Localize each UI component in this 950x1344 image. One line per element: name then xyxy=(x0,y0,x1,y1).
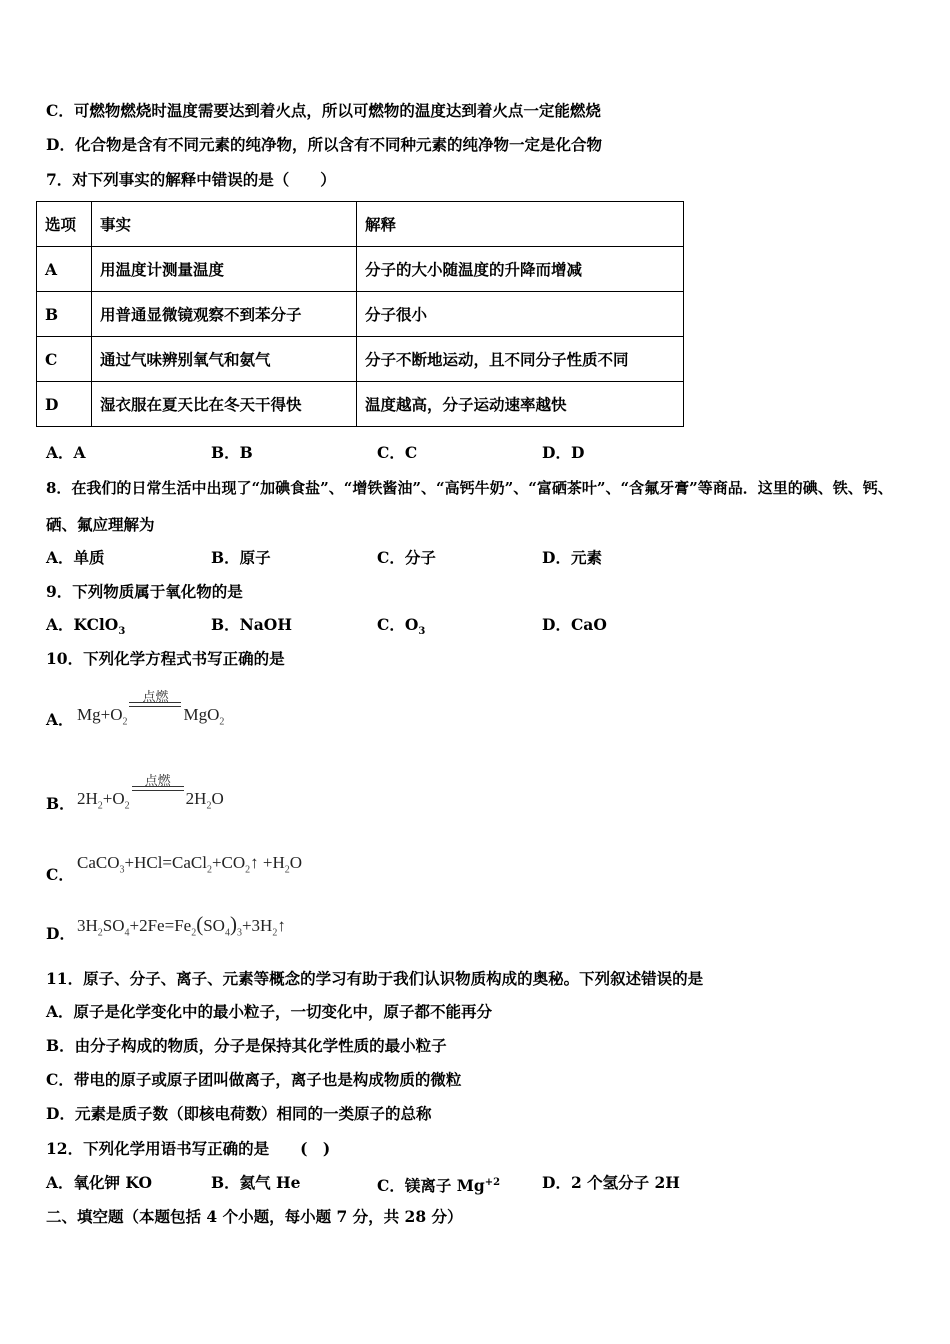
table-row xyxy=(37,337,684,382)
q8-option-a: A．单质 xyxy=(46,548,105,567)
q10-stem: 10．下列化学方程式书写正确的是 xyxy=(46,649,285,668)
q9-option-c: C．$O_3$ xyxy=(377,615,426,638)
table-header: 事实 xyxy=(92,202,357,247)
table-cell: 分子很小 xyxy=(357,292,684,337)
q12-option-d: D．2 个氢分子 2H xyxy=(542,1173,680,1192)
q8-option-d: D．元素 xyxy=(542,548,602,567)
table-header: 解释 xyxy=(357,202,684,247)
condition-label: 点燃 xyxy=(142,690,169,705)
q7-stem: 7．对下列事实的解释中错误的是（ ） xyxy=(46,170,336,189)
table-cell: 分子的大小随温度的升降而增减 xyxy=(357,247,684,292)
table-header-row xyxy=(37,202,684,247)
section-2-heading: 二、填空题（本题包括 4 个小题，每小题 7 分，共 28 分） xyxy=(46,1207,463,1226)
table-row xyxy=(37,247,684,292)
q9-option-a: A．KClO$_3$ xyxy=(46,615,126,638)
q7-option-d: D．D xyxy=(542,443,585,462)
q12-stem: 12．下列化学用语书写正确的是 ( ) xyxy=(46,1139,331,1158)
equation-d: $3H_2SO_4+2Fe=Fe_2(SO_4)_3+3H_2↑$ xyxy=(77,912,286,939)
table-cell: A xyxy=(37,247,92,292)
q11-option-a: A．原子是化学变化中的最小粒子，一切变化中，原子都不能再分 xyxy=(46,1002,493,1021)
equation-a: $Mg+O_2$ 点燃 MgO$_2$ xyxy=(77,700,224,727)
table-row xyxy=(37,382,684,427)
q7-option-b: B．B xyxy=(211,443,253,462)
q10-label-a: A． xyxy=(46,710,74,729)
table-row xyxy=(37,292,684,337)
q11-stem: 11．原子、分子、离子、元素等概念的学习有助于我们认识物质构成的奥秘。下列叙述错误的是 xyxy=(46,969,704,988)
table-cell: C xyxy=(37,337,92,382)
table-cell: 用温度计测量温度 xyxy=(92,247,357,292)
table-header: 选项 xyxy=(37,202,92,247)
table-cell: 湿衣服在夏天比在冬天干得快 xyxy=(92,382,357,427)
q6-option-d: D．化合物是含有不同元素的纯净物，所以含有不同种元素的纯净物一定是化合物 xyxy=(46,135,602,154)
q7-option-c: C．C xyxy=(377,443,418,462)
q7-option-a: A．A xyxy=(46,443,86,462)
q11-option-c: C．带电的原子或原子团叫做离子，离子也是构成物质的微粒 xyxy=(46,1070,462,1089)
q6-option-c: C．可燃物燃烧时温度需要达到着火点，所以可燃物的温度达到着火点一定能燃烧 xyxy=(46,101,601,120)
table-cell: 用普通显微镜观察不到苯分子 xyxy=(92,292,357,337)
q8-stem-line2: 硒、氟应理解为 xyxy=(46,515,155,534)
q12-option-a: A．氧化钾 KO xyxy=(46,1173,152,1192)
equation-c: $CaCO_3+HCl=CaCl_2+CO_2↑ +H_2O$ xyxy=(77,853,303,876)
q9-option-d: D．CaO xyxy=(542,615,607,634)
q8-option-b: B．原子 xyxy=(211,548,271,567)
table-cell: 温度越高，分子运动速率越快 xyxy=(357,382,684,427)
q10-label-c: C． xyxy=(46,865,74,884)
q8-stem-line1: 8．在我们的日常生活中出现了“加碘食盐”、“增铁酱油”、“高钙牛奶”、“富硒茶叶”、“含氟牙膏”等商品．这里的碘、铁、钙、 xyxy=(46,479,893,497)
q7-table xyxy=(36,201,684,427)
equation-b: $2H_2+O_2$ 点燃 $2H_2O$ xyxy=(77,784,224,811)
q12-option-c: C．镁离子 $Mg^{+2}$ xyxy=(377,1176,501,1196)
q9-stem: 9．下列物质属于氧化物的是 xyxy=(46,582,243,601)
q12-option-b: B．氦气 He xyxy=(211,1173,301,1192)
table-cell: B xyxy=(37,292,92,337)
table-cell: 通过气味辨别氧气和氨气 xyxy=(92,337,357,382)
table-cell: D xyxy=(37,382,92,427)
q11-option-b: B．由分子构成的物质，分子是保持其化学性质的最小粒子 xyxy=(46,1036,447,1055)
q8-option-c: C．分子 xyxy=(377,548,436,567)
table-cell: 分子不断地运动，且不同分子性质不同 xyxy=(357,337,684,382)
q10-label-b: B． xyxy=(46,794,75,813)
q11-option-d: D．元素是质子数（即核电荷数）相同的一类原子的总称 xyxy=(46,1104,432,1123)
q10-label-d: D． xyxy=(46,924,75,943)
condition-label: 点燃 xyxy=(144,774,171,789)
q9-option-b: B．NaOH xyxy=(211,615,292,634)
